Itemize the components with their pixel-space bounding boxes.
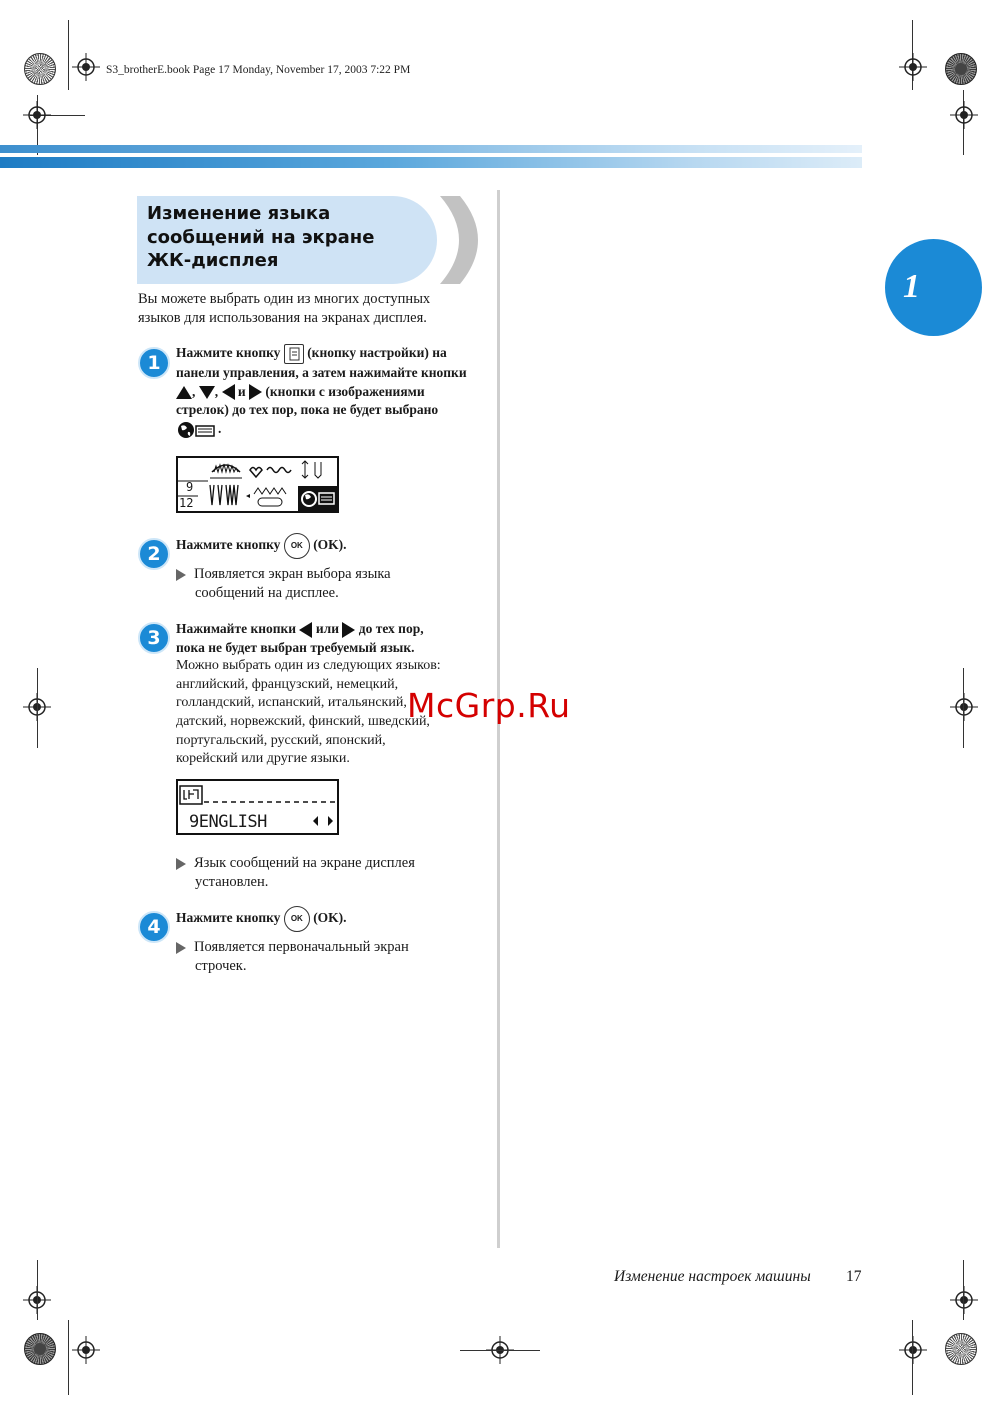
watermark: McGrp.Ru [407,686,571,725]
settings-key-icon [284,344,304,364]
header-band-upper [0,145,862,153]
ok-button-icon: OK [284,533,310,559]
step-badge: 1 [138,347,170,379]
registration-mark-icon [23,101,51,129]
arrow-left-icon [222,384,235,400]
result-arrow-icon [176,942,186,954]
section-title-line: сообщений на экране [147,226,375,248]
arrow-up-icon [176,386,192,399]
section-title [147,202,417,273]
result-arrow-icon [176,569,186,581]
arrow-right-icon [249,384,262,400]
lcd-settings-screen [176,456,339,513]
section-title-line: Изменение языка [147,203,331,224]
header-band-lower [0,157,862,168]
step-2-text: Нажмите кнопку OK (OK). [176,532,347,559]
color-target-bottom-right [945,1333,977,1365]
lcd-page-current: 9 [186,480,194,494]
step-4-result: Появляется первоначальный экран строчек. [176,938,409,976]
step-4-text: Нажмите кнопку OK (OK). [176,905,347,932]
lcd-settings-icons [178,458,337,511]
step-1-text: Нажмите кнопку (кнопку настройки) на панели управления, а затем нажимайте кнопки , , и (кнопки с изображениями стрелок) до тех пор, пока не будет выбрано . [176,344,486,440]
page-number: 17 [846,1268,862,1285]
section-title-line: ЖК-дисплея [147,250,279,271]
lcd-page-total: 12 [179,496,194,510]
language-globe-icon [176,420,218,440]
intro-line: Вы можете выбрать один из многих доступных [138,291,431,307]
title-bracket-decoration [420,196,480,284]
arrow-right-icon [342,622,355,638]
color-target-top-right [945,53,977,85]
registration-mark-icon [899,1336,927,1364]
chapter-number: 1 [903,268,920,305]
footer-chapter-title: Изменение настроек машины [614,1268,811,1285]
step-badge: 2 [138,538,170,570]
step-badge: 3 [138,622,170,654]
result-arrow-icon [176,858,186,870]
registration-mark-icon [950,101,978,129]
step-3-text: Нажимайте кнопки или до тех пор, пока не будет выбран требуемый язык. Можно выбрать один из следующих языков: английский, французский, немецкий, голландский, испанский, итальянский, датский, норвежский, финский, шведский, португальский, русский, японский, корейский или другие языки. [176,621,441,767]
lcd-language-value: 9ENGLISH [189,812,267,832]
lcd-language-screen [176,779,339,835]
color-target-bottom-left [24,1333,56,1365]
arrow-left-icon [299,622,312,638]
chapter-tab [885,239,982,336]
ok-button-icon: OK [284,906,310,932]
step-3-result: Язык сообщений на экране дисплея установлен. [176,854,415,892]
registration-mark-icon [950,1286,978,1314]
step-2-result: Появляется экран выбора языка сообщений на дисплее. [176,565,391,603]
color-target-top-left [24,53,56,85]
registration-mark-icon [950,693,978,721]
registration-mark-icon [899,53,927,81]
file-info-header: S3_brotherE.book Page 17 Monday, November 17, 2003 7:22 PM [106,64,411,76]
arrow-down-icon [199,386,215,399]
registration-mark-icon [72,1336,100,1364]
intro-text [138,290,430,328]
registration-mark-icon [72,53,100,81]
intro-line: языков для использования на экранах дисплея. [138,310,427,326]
step-badge: 4 [138,911,170,943]
